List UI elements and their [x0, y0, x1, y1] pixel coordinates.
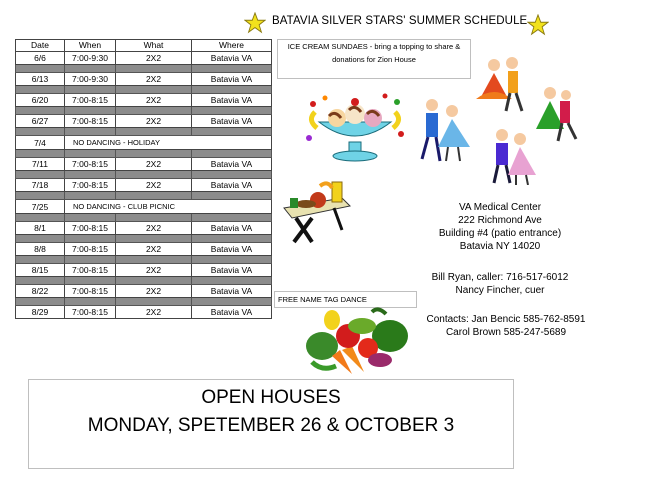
table-spacer-row — [16, 192, 272, 200]
when-cell: 7:00-8:15 — [65, 306, 116, 319]
contact-line: Contacts: Jan Bencic 585-762-8591 — [426, 314, 586, 325]
contacts-block — [416, 313, 596, 339]
date-cell: 6/6 — [16, 52, 65, 65]
picnic-table-clipart — [282, 178, 352, 244]
what-cell: 2X2 — [116, 115, 192, 128]
open-houses-box — [28, 379, 514, 469]
location-name: VA Medical Center — [458, 202, 542, 213]
star-icon — [527, 14, 549, 36]
what-cell: 2X2 — [116, 179, 192, 192]
date-cell: 7/25 — [16, 200, 65, 214]
table-row — [16, 306, 272, 319]
name-tag-note: FREE NAME TAG DANCE — [274, 291, 417, 308]
when-cell: 7:00-8:15 — [65, 222, 116, 235]
table-row — [16, 115, 272, 128]
what-cell: 2X2 — [116, 285, 192, 298]
when-cell: 7:00-9:30 — [65, 52, 116, 65]
table-row — [16, 243, 272, 256]
what-cell: 2X2 — [116, 222, 192, 235]
table-spacer-row — [16, 235, 272, 243]
what-cell: 2X2 — [116, 52, 192, 65]
date-cell: 6/13 — [16, 73, 65, 86]
table-row — [16, 52, 272, 65]
location-block — [410, 201, 590, 253]
when-cell: 7:00-8:15 — [65, 285, 116, 298]
open-houses-heading: OPEN HOUSES — [201, 387, 341, 408]
no-dancing-note: NO DANCING - HOLIDAY — [73, 138, 160, 147]
dancers-clipart — [412, 55, 584, 185]
table-row — [16, 179, 272, 192]
date-cell: 8/15 — [16, 264, 65, 277]
open-houses-dates: MONDAY, SPETEMBER 26 & OCTOBER 3 — [87, 415, 455, 436]
table-row — [16, 94, 272, 107]
table-spacer-row — [16, 86, 272, 94]
table-spacer-row — [16, 65, 272, 73]
date-cell: 8/29 — [16, 306, 65, 319]
date-cell: 8/8 — [16, 243, 65, 256]
date-cell: 7/18 — [16, 179, 65, 192]
contact-line: Carol Brown 585-247-5689 — [445, 327, 567, 338]
table-spacer-row — [16, 214, 272, 222]
no-dancing-note: NO DANCING - CLUB PICNIC — [73, 202, 176, 211]
date-cell: 7/4 — [16, 136, 65, 150]
where-cell: Batavia VA — [192, 222, 272, 235]
when-cell: 7:00-8:15 — [65, 243, 116, 256]
what-cell: 2X2 — [116, 306, 192, 319]
caller-info: Bill Ryan, caller: 716-517-6012 — [431, 272, 569, 283]
table-header-row — [16, 40, 272, 52]
table-row — [16, 73, 272, 86]
location-building: Building #4 (patio entrance) — [438, 228, 562, 239]
column-header: Where — [192, 40, 272, 52]
what-cell: 2X2 — [116, 94, 192, 107]
where-cell: Batavia VA — [192, 306, 272, 319]
ice-cream-note-line: donations for Zion House — [332, 55, 416, 64]
when-cell: 7:00-8:15 — [65, 158, 116, 171]
when-cell: 7:00-8:15 — [65, 94, 116, 107]
table-row — [16, 158, 272, 171]
ice-cream-note-line: ICE CREAM SUNDAES - bring a topping to share & — [287, 42, 461, 51]
where-cell: Batavia VA — [192, 115, 272, 128]
what-cell: 2X2 — [116, 158, 192, 171]
page-title: BATAVIA SILVER STARS' SUMMER SCHEDULE — [272, 15, 528, 27]
when-cell: 7:00-8:15 — [65, 264, 116, 277]
column-header: What — [116, 40, 192, 52]
location-city: Batavia NY 14020 — [459, 241, 541, 252]
table-row — [16, 200, 272, 214]
where-cell: Batavia VA — [192, 264, 272, 277]
where-cell: Batavia VA — [192, 158, 272, 171]
table-row — [16, 285, 272, 298]
cuer-info: Nancy Fincher, cuer — [455, 285, 545, 296]
table-spacer-row — [16, 298, 272, 306]
date-cell: 6/20 — [16, 94, 65, 107]
where-cell: Batavia VA — [192, 243, 272, 256]
what-cell: 2X2 — [116, 264, 192, 277]
table-spacer-row — [16, 256, 272, 264]
table-spacer-row — [16, 128, 272, 136]
when-cell: 7:00-8:15 — [65, 179, 116, 192]
date-cell: 8/22 — [16, 285, 65, 298]
where-cell: Batavia VA — [192, 285, 272, 298]
column-header: When — [65, 40, 116, 52]
table-spacer-row — [16, 277, 272, 285]
sundae-clipart — [305, 92, 405, 164]
when-cell: 7:00-8:15 — [65, 115, 116, 128]
table-spacer-row — [16, 171, 272, 179]
table-row — [16, 222, 272, 235]
date-cell: 6/27 — [16, 115, 65, 128]
vegetables-clipart — [302, 306, 412, 376]
date-cell: 8/1 — [16, 222, 65, 235]
schedule-table — [15, 39, 272, 319]
table-spacer-row — [16, 107, 272, 115]
table-spacer-row — [16, 150, 272, 158]
what-cell: 2X2 — [116, 73, 192, 86]
table-row — [16, 264, 272, 277]
when-cell: 7:00-9:30 — [65, 73, 116, 86]
where-cell: Batavia VA — [192, 52, 272, 65]
what-cell: 2X2 — [116, 243, 192, 256]
callers-block — [410, 271, 590, 297]
date-cell: 7/11 — [16, 158, 65, 171]
column-header: Date — [16, 40, 65, 52]
where-cell: Batavia VA — [192, 73, 272, 86]
where-cell: Batavia VA — [192, 179, 272, 192]
where-cell: Batavia VA — [192, 94, 272, 107]
star-icon — [244, 12, 266, 34]
location-street: 222 Richmond Ave — [458, 215, 542, 226]
table-row — [16, 136, 272, 150]
